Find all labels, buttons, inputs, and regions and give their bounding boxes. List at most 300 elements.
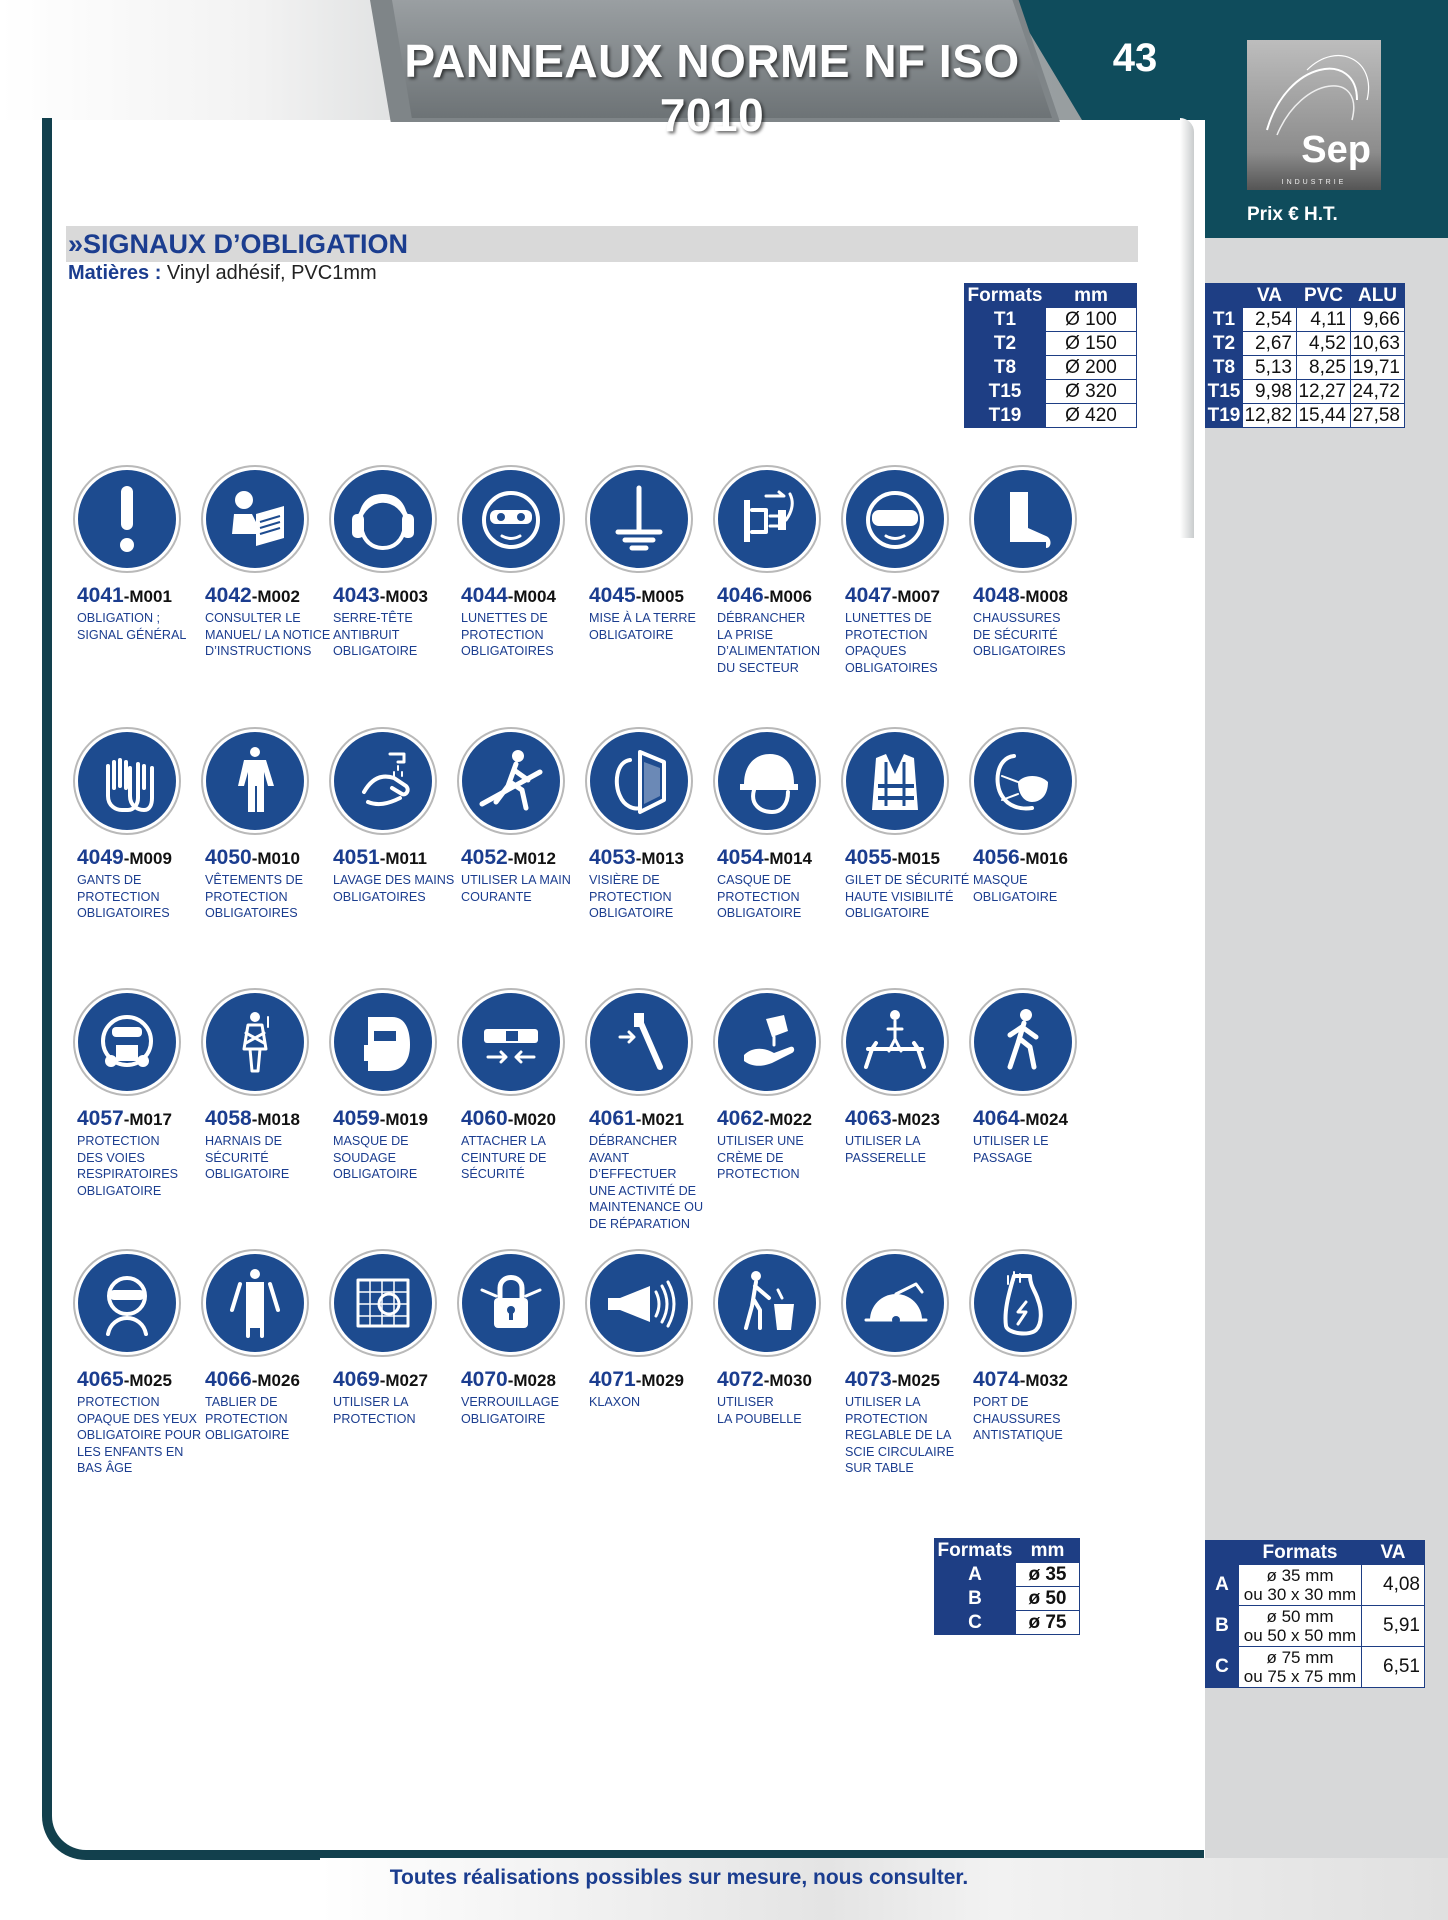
sign-description-line: DE RÉPARATION (589, 1216, 690, 1231)
sign-code (845, 1368, 940, 1392)
sign-code (973, 846, 1068, 870)
sign-pictogram (206, 470, 304, 568)
sign-description-line: OBLIGATOIRES (845, 660, 938, 675)
sign-description-line: SÉCURITÉ (205, 1150, 269, 1165)
sign-code (77, 1107, 172, 1131)
page-number: 43 (1112, 36, 1158, 80)
section-title: »SIGNAUX D’OBLIGATION (68, 229, 409, 259)
sign-reference: 4049 (77, 846, 124, 869)
barrier-cream-icon (718, 993, 816, 1091)
sign-reference: 4047 (845, 584, 892, 607)
price-format: T15 (1206, 380, 1243, 404)
sign-description-line: LUNETTES DE (461, 611, 548, 625)
sign-pictogram (78, 1254, 176, 1352)
sign-iso-code: -M009 (123, 849, 172, 868)
sign-description (589, 1133, 717, 1232)
sign-description (717, 1394, 845, 1427)
sign-pictogram (974, 470, 1072, 568)
sign-description-line: UTILISER LA (845, 1395, 921, 1409)
sign-iso-code: -M021 (635, 1110, 684, 1129)
materials-value: Vinyl adhésif, PVC1mm (161, 262, 377, 284)
format-size: Ø 200 (1046, 356, 1137, 380)
sign-description-line: MISE À LA TERRE (589, 611, 696, 625)
table-row (965, 380, 1137, 404)
sign-description-line: ATTACHER LA (461, 1134, 546, 1148)
sign-pictogram (462, 470, 560, 568)
sign-description-line: GANTS DE (77, 873, 142, 887)
sign-code (589, 1107, 684, 1131)
sign-description (205, 610, 333, 660)
format-size: Ø 420 (1046, 404, 1137, 428)
sign-iso-code: -M029 (635, 1371, 684, 1390)
sign-description-line: CONSULTER LE (205, 611, 301, 625)
sign-description (461, 872, 589, 905)
coverall-icon (206, 732, 304, 830)
sign-description-line: OBLIGATOIRES (333, 889, 426, 904)
sign-iso-code: -M012 (507, 849, 556, 868)
sign-code (333, 584, 428, 608)
sign-description (77, 1133, 205, 1199)
format-size: ø 35 (1016, 1563, 1080, 1587)
sign-pictogram (718, 1254, 816, 1352)
sign-description-line: VÊTEMENTS DE (205, 873, 303, 887)
sign-code (973, 1368, 1068, 1392)
sign-description-line: REGLABLE DE LA (845, 1428, 952, 1442)
logo-subtitle: INDUSTRIE (1281, 179, 1347, 186)
materials-line (68, 262, 377, 285)
format-code: B (935, 1587, 1016, 1611)
sign-code (589, 846, 684, 870)
litter-bin-icon (718, 1254, 816, 1352)
sign-description-line: LES ENFANTS EN (77, 1444, 184, 1459)
table-row (965, 404, 1137, 428)
earth-ground-icon (590, 470, 688, 568)
price-format: B (1206, 1606, 1239, 1647)
format-size: Ø 100 (1046, 308, 1137, 332)
sign-description-line: BAS ÂGE (77, 1461, 133, 1475)
price-va: 12,82 (1243, 404, 1297, 428)
price-format: T2 (1206, 332, 1243, 356)
sign-iso-code: -M010 (251, 849, 300, 868)
price-corner-header (1206, 284, 1243, 308)
sign-code (333, 846, 427, 870)
sign-pictogram (78, 732, 176, 830)
sign-description-line: LA POUBELLE (717, 1411, 802, 1426)
sign-reference: 4056 (973, 846, 1020, 869)
sign-code (717, 584, 812, 608)
footer-note: Toutes réalisations possibles sur mesure, nous consulter. (389, 1866, 969, 1889)
ear-protection-icon (334, 470, 432, 568)
table-row (965, 332, 1137, 356)
sign-description-line: CHAUSSURES (973, 1411, 1061, 1426)
table-row (935, 1563, 1080, 1587)
sign-description-line: UTILISER LE (973, 1134, 1049, 1148)
sign-reference: 4059 (333, 1107, 380, 1130)
unplug-icon (718, 470, 816, 568)
sign-iso-code: -M022 (763, 1110, 812, 1129)
sign-pictogram (846, 732, 944, 830)
sign-description-line: PROTECTION (77, 1134, 160, 1148)
price-va: 2,54 (1243, 308, 1297, 332)
sign-description (205, 872, 333, 922)
sign-description-line: AVANT D’EFFECTUER (589, 1150, 677, 1181)
sign-code (77, 1368, 172, 1392)
sign-description-line: HARNAIS DE (205, 1134, 282, 1148)
format-description (1239, 1565, 1362, 1606)
sign-description-line: OBLIGATOIRES (77, 906, 170, 920)
sign-code (973, 584, 1068, 608)
sign-description-line: PROTECTION (717, 1167, 800, 1181)
sign-description-line: RESPIRATOIRES (77, 1167, 179, 1181)
sign-description (845, 872, 973, 922)
infant-eye-protection-icon (78, 1254, 176, 1352)
sign-reference: 4061 (589, 1107, 636, 1130)
sign-reference: 4065 (77, 1368, 124, 1391)
sign-pictogram (462, 732, 560, 830)
disconnect-switch-icon (590, 993, 688, 1091)
sign-reference: 4071 (589, 1368, 636, 1391)
sign-reference: 4062 (717, 1107, 764, 1130)
page-title: PANNEAUX NORME NF ISO 7010 (404, 35, 1020, 141)
sign-description-line: MASQUE (973, 873, 1028, 887)
table-row (935, 1587, 1080, 1611)
sign-description-line: CASQUE DE (717, 873, 792, 887)
sign-description-line: OBLIGATOIRES (461, 644, 554, 658)
sign-reference: 4044 (461, 584, 508, 607)
handrail-icon (462, 732, 560, 830)
hand-wash-icon (334, 732, 432, 830)
price-format: C (1206, 1647, 1239, 1688)
sign-pictogram (78, 993, 176, 1091)
price-alu: 10,63 (1351, 332, 1405, 356)
sign-iso-code: -M020 (507, 1110, 556, 1129)
antistatic-shoe-icon (974, 1254, 1072, 1352)
table-row (965, 356, 1137, 380)
sign-pictogram (974, 993, 1072, 1091)
sign-description-line: PROTECTION (333, 1411, 416, 1426)
sign-description-line: DES VOIES (77, 1150, 145, 1165)
sign-iso-code: -M003 (379, 587, 428, 606)
format-code: T1 (965, 308, 1046, 332)
safety-boot-icon (974, 470, 1072, 568)
sign-description-line: OPAQUE DES YEUX (77, 1411, 197, 1426)
sign-description-line: HAUTE VISIBILITÉ (845, 889, 954, 904)
sign-description-line: OBLIGATOIRE (333, 644, 418, 658)
sign-description (973, 872, 1101, 905)
sign-code (461, 1107, 556, 1131)
format-code: T8 (965, 356, 1046, 380)
sign-description-line: OBLIGATOIRE (973, 889, 1058, 904)
sign-description (973, 610, 1101, 660)
sign-description-line: OBLIGATOIRE (77, 1183, 162, 1198)
horn-icon (590, 1254, 688, 1352)
sign-code (205, 846, 300, 870)
sign-pictogram (718, 993, 816, 1091)
sign-iso-code: -M011 (379, 849, 427, 868)
price-va: 5,91 (1362, 1606, 1425, 1647)
company-logo (1247, 40, 1381, 190)
sign-pictogram (974, 732, 1072, 830)
va-header: VA (1243, 284, 1297, 308)
sign-code (845, 846, 940, 870)
materials-label: Matières : (68, 262, 162, 284)
sign-iso-code: -M005 (635, 587, 684, 606)
sign-description-line: SOUDAGE (333, 1150, 396, 1165)
sign-pictogram (718, 470, 816, 568)
sign-pictogram (334, 732, 432, 830)
sign-pictogram (718, 732, 816, 830)
sign-description-line: SÉCURITÉ (461, 1167, 525, 1181)
sign-description (589, 1394, 717, 1411)
sign-code (77, 584, 172, 608)
sign-description (333, 1133, 461, 1183)
sign-description-line: VISIÈRE DE (589, 873, 660, 887)
sign-code (333, 1368, 428, 1392)
sign-description (461, 1394, 589, 1427)
sign-description-line: D’INSTRUCTIONS (205, 644, 312, 658)
price-alu: 24,72 (1351, 380, 1405, 404)
sign-description (461, 610, 589, 660)
sign-reference: 4069 (333, 1368, 380, 1391)
sign-reference: 4066 (205, 1368, 252, 1391)
sign-iso-code: -M015 (891, 849, 940, 868)
sign-description-line: OBLIGATOIRES (205, 906, 298, 920)
manual-reader-icon (206, 470, 304, 568)
sign-reference: 4070 (461, 1368, 508, 1391)
sign-iso-code: -M025 (891, 1371, 940, 1390)
sign-pictogram (590, 732, 688, 830)
format-code: C (935, 1611, 1016, 1635)
sign-pictogram (974, 1254, 1072, 1352)
sign-description (205, 1394, 333, 1444)
sign-description-line: PROTECTION (77, 1395, 160, 1409)
sign-pictogram (78, 470, 176, 568)
sign-description-line: MASQUE DE (333, 1134, 409, 1148)
sign-iso-code: -M018 (251, 1110, 300, 1129)
table-row (965, 308, 1137, 332)
sign-code (717, 846, 812, 870)
formats-header: Formats (1239, 1541, 1362, 1565)
sign-code (77, 846, 172, 870)
sign-reference: 4052 (461, 846, 508, 869)
sign-iso-code: -M013 (635, 849, 684, 868)
sign-iso-code: -M030 (763, 1371, 812, 1390)
sign-description (973, 1394, 1101, 1444)
sign-description-line: OBLIGATOIRE (461, 1411, 546, 1426)
sign-iso-code: -M028 (507, 1371, 556, 1390)
format-round: ø 50 mm (1266, 1607, 1334, 1626)
sign-reference: 4051 (333, 846, 380, 869)
sign-description-line: PROTECTION (77, 889, 160, 904)
sign-pictogram (590, 993, 688, 1091)
price-label: Prix € H.T. (1247, 204, 1338, 225)
respirator-icon (78, 993, 176, 1091)
sign-description-line: PROTECTION (205, 889, 288, 904)
price-va: 5,13 (1243, 356, 1297, 380)
sign-description-line: SERRE-TÊTE (333, 611, 413, 625)
padlock-icon (462, 1254, 560, 1352)
sign-reference: 4063 (845, 1107, 892, 1130)
formats-header: Formats (965, 284, 1046, 308)
sign-code (333, 1107, 428, 1131)
sign-code (845, 1107, 940, 1131)
table-row (935, 1611, 1080, 1635)
sign-iso-code: -M001 (123, 587, 172, 606)
sign-reference: 4060 (461, 1107, 508, 1130)
sign-code (461, 1368, 556, 1392)
hard-hat-icon (718, 732, 816, 830)
table-row (1206, 308, 1405, 332)
sign-description-line: PROTECTION (845, 627, 928, 642)
sign-description-line: OBLIGATOIRE POUR (77, 1428, 202, 1442)
sign-description-line: UTILISER (717, 1395, 774, 1409)
sign-reference: 4064 (973, 1107, 1020, 1130)
sign-pictogram (846, 1254, 944, 1352)
sign-description-line: UTILISER LA (845, 1134, 921, 1148)
sign-description-line: UNE ACTIVITÉ DE (589, 1183, 697, 1198)
sign-description-line: DÉBRANCHER (589, 1134, 678, 1148)
alu-header: ALU (1351, 284, 1405, 308)
sign-description (205, 1133, 333, 1183)
sign-code (589, 584, 684, 608)
sign-code (205, 1368, 300, 1392)
mm-header: mm (1016, 1539, 1080, 1563)
sign-description-line: OBLIGATOIRE (333, 1167, 418, 1181)
content-frame-edge (1180, 118, 1194, 538)
sign-code (205, 584, 300, 608)
sign-description-line: COURANTE (461, 889, 532, 904)
formats-table-small (934, 1538, 1080, 1635)
price-va: 6,51 (1362, 1647, 1425, 1688)
sign-description-line: OBLIGATOIRE (717, 906, 802, 920)
sign-description (77, 1394, 205, 1477)
table-row (1206, 1606, 1425, 1647)
sign-reference: 4053 (589, 846, 636, 869)
formats-header: Formats (935, 1539, 1016, 1563)
format-code: A (935, 1563, 1016, 1587)
sign-description-line: OPAQUES (845, 644, 907, 658)
face-shield-icon (590, 732, 688, 830)
sign-reference: 4050 (205, 846, 252, 869)
sign-iso-code: -M006 (763, 587, 812, 606)
format-round: ø 35 mm (1266, 1566, 1334, 1585)
sign-iso-code: -M007 (891, 587, 940, 606)
sign-description-line: SCIE CIRCULAIRE (845, 1444, 955, 1459)
sign-iso-code: -M004 (507, 587, 556, 606)
sign-description-line: MAINTENANCE OU (589, 1200, 704, 1214)
machine-guard-icon (334, 1254, 432, 1352)
sign-iso-code: -M016 (1019, 849, 1068, 868)
format-description (1239, 1606, 1362, 1647)
sign-description-line: OBLIGATOIRE (205, 1167, 290, 1181)
price-va: 9,98 (1243, 380, 1297, 404)
format-round: ø 75 mm (1266, 1648, 1334, 1667)
sign-pictogram (462, 1254, 560, 1352)
sign-description-line: LUNETTES DE (845, 611, 932, 625)
sign-iso-code: -M027 (379, 1371, 428, 1390)
sign-description-line: KLAXON (589, 1395, 641, 1409)
sign-description-line: OBLIGATOIRE (589, 627, 674, 642)
format-code: T19 (965, 404, 1046, 428)
price-format: T8 (1206, 356, 1243, 380)
va-header: VA (1362, 1541, 1425, 1565)
sign-code (205, 1107, 300, 1131)
sign-reference: 4057 (77, 1107, 124, 1130)
sign-iso-code: -M026 (251, 1371, 300, 1390)
sign-description (717, 872, 845, 922)
sign-description (589, 610, 717, 643)
safety-harness-icon (206, 993, 304, 1091)
sign-description-line: UTILISER LA MAIN (461, 873, 571, 887)
logo-text: Sep (1301, 129, 1371, 171)
sign-description-line: PROTECTION (205, 1411, 288, 1426)
sign-description-line: PASSERELLE (845, 1150, 926, 1165)
sign-description-line: PROTECTION (461, 627, 544, 642)
gloves-icon (78, 732, 176, 830)
sign-description (77, 872, 205, 922)
price-alu: 27,58 (1351, 404, 1405, 428)
sign-description-line: VERROUILLAGE (461, 1395, 559, 1409)
price-table-small (1205, 1540, 1425, 1688)
sign-description (77, 610, 205, 643)
price-format: T19 (1206, 404, 1243, 428)
price-format: T1 (1206, 308, 1243, 332)
sign-reference: 4055 (845, 846, 892, 869)
table-row (1206, 1565, 1425, 1606)
sign-description-line: CRÈME DE (717, 1150, 784, 1165)
price-alu: 19,71 (1351, 356, 1405, 380)
format-code: T15 (965, 380, 1046, 404)
sign-description (589, 872, 717, 922)
sign-description (333, 872, 461, 905)
sign-description-line: GILET DE SÉCURITÉ (845, 873, 970, 887)
sign-description-line: DÉBRANCHER (717, 611, 806, 625)
sign-pictogram (334, 470, 432, 568)
pvc-header: PVC (1297, 284, 1351, 308)
sign-description-line: TABLIER DE (205, 1395, 278, 1409)
price-pvc: 4,11 (1297, 308, 1351, 332)
sign-description-line: D’ALIMENTATION (717, 644, 821, 658)
sign-iso-code: -M002 (251, 587, 300, 606)
sign-description (333, 1394, 461, 1427)
format-square: ou 50 x 50 mm (1243, 1626, 1357, 1645)
format-square: ou 75 x 75 mm (1243, 1667, 1357, 1686)
price-pvc: 4,52 (1297, 332, 1351, 356)
sign-pictogram (334, 993, 432, 1091)
format-description (1239, 1647, 1362, 1688)
sign-reference: 4046 (717, 584, 764, 607)
sign-description-line: DU SECTEUR (717, 660, 799, 675)
apron-icon (206, 1254, 304, 1352)
sign-code (461, 846, 556, 870)
format-size: Ø 150 (1046, 332, 1137, 356)
sign-description-line: PORT DE (973, 1395, 1029, 1409)
sign-code (717, 1368, 812, 1392)
sign-iso-code: -M032 (1019, 1371, 1068, 1390)
sign-description-line: LA PRISE (717, 627, 774, 642)
price-pvc: 15,44 (1297, 404, 1351, 428)
circular-saw-guard-icon (846, 1254, 944, 1352)
price-pvc: 12,27 (1297, 380, 1351, 404)
sign-pictogram (334, 1254, 432, 1352)
sign-iso-code: -M008 (1019, 587, 1068, 606)
sign-code (717, 1107, 812, 1131)
sign-reference: 4058 (205, 1107, 252, 1130)
opaque-glasses-icon (846, 470, 944, 568)
sign-iso-code: -M023 (891, 1110, 940, 1129)
safety-glasses-icon (462, 470, 560, 568)
sign-description-line: SUR TABLE (845, 1461, 914, 1475)
